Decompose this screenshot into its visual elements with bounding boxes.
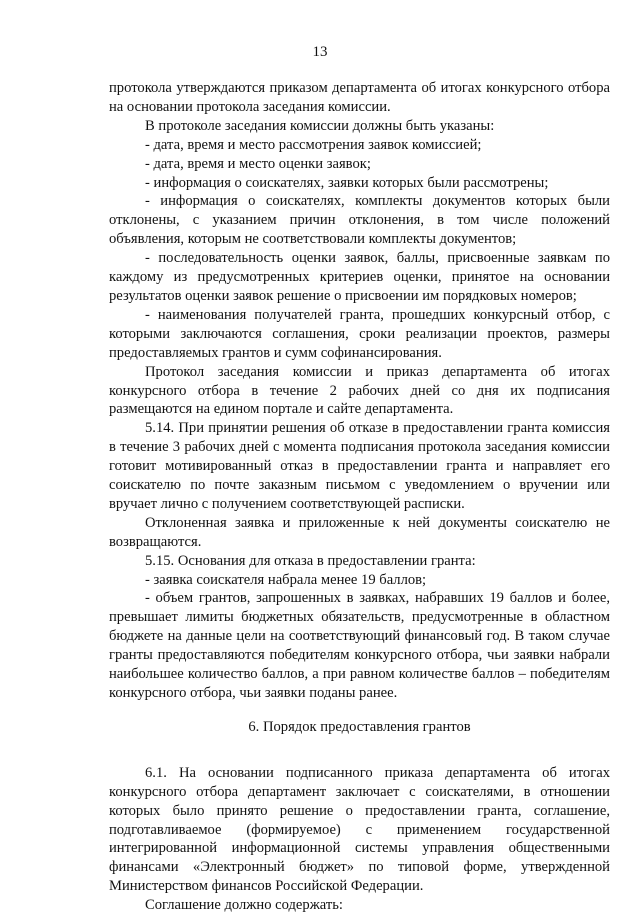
list-item: - дата, время и место оценки заявок; xyxy=(145,155,371,172)
list-item: - наименования получателей гранта, прошедших конкурсный отбор, с которыми заключаются соглашения, сроки реализации проектов, размеры предоставляемых грантов и сумм софинансирования. xyxy=(109,306,610,361)
page-number: 13 xyxy=(312,44,328,60)
list-item: - дата, время и место рассмотрения заявок комиссией; xyxy=(145,136,482,153)
paragraph: Отклоненная заявка и приложенные к ней документы соискателю не возвращаются. xyxy=(109,514,610,550)
paragraph: В протоколе заседания комиссии должны быть указаны: xyxy=(145,117,495,134)
list-item: - последовательность оценки заявок, баллы, присвоенные заявкам по каждому из предусмотренных критериев оценки, принятое на основании результатов оценки заявок решение о присвоении им порядковых номеров; xyxy=(109,250,610,304)
list-item: - информация о соискателях, заявки которых были рассмотрены; xyxy=(145,174,549,191)
clause-paragraph: 5.14. При принятии решения об отказе в предоставлении гранта комиссия в течение 3 рабочих дней с момента подписания протокола заседания комиссии готовит мотивированный отказ в предоставлении гранта и направляет его соискателю по почте заказным письмом с уведомлением о вручении или вручает лично с получением соответствующей расписки. xyxy=(109,420,610,512)
list-item: - заявка соискателя набрала менее 19 баллов; xyxy=(145,571,427,588)
document-body xyxy=(109,79,610,915)
paragraph: протокола утверждаются приказом департамента об итогах конкурсного отбора на основании протокола заседания комиссии. xyxy=(109,80,610,115)
clause-paragraph: 6.1. На основании подписанного приказа департамента об итогах конкурсного отбора департамент заключает с соискателями, в отношении которых было принято решение о предоставлении гранта, соглашение, подготавливаемое (формируемое) с применением государственной интегрированной информационной системы управления общественными финансами «Электронный бюджет» по типовой форме, утвержденной Министерством финансов Российской Федерации. xyxy=(109,764,610,895)
section-heading: 6. Порядок предоставления грантов xyxy=(248,718,471,735)
list-item: - информация о соискателях, комплекты документов которых были отклонены, с указанием причин отклонения, в том числе положений объявления, которым не соответствовали комплекты документов; xyxy=(109,193,610,248)
clause-paragraph: 5.15. Основания для отказа в предоставлении гранта: xyxy=(145,552,476,569)
paragraph: Протокол заседания комиссии и приказ департамента об итогах конкурсного отбора в течение 2 рабочих дней со дня их подписания размещаются на едином портале и сайте департамента. xyxy=(109,363,610,418)
list-item: - объем грантов, запрошенных в заявках, набравших 19 баллов и более, превышает лимиты бюджетных обязательств, предусмотренные в областном бюджете на данные цели на соответствующий финансовый год. В таком случае гранты предоставляются победителям конкурсного отбора, чьи заявки набрали наибольшее количество баллов, а при равном количестве баллов – победителям конкурсного отбора, чьи заявки поданы ранее. xyxy=(109,590,610,701)
paragraph: Соглашение должно содержать: xyxy=(145,897,343,914)
